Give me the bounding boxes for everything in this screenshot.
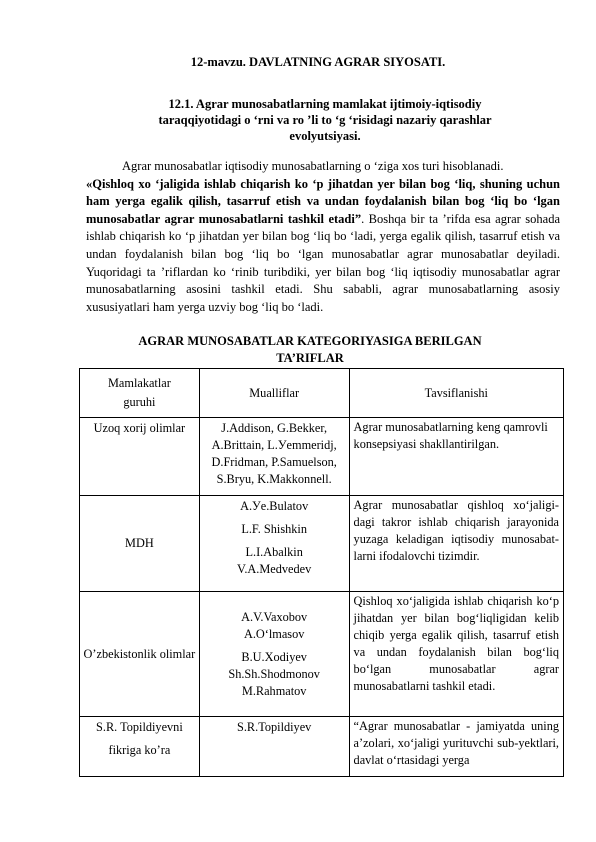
group-line1: S.R. Topildiyevni (96, 720, 183, 734)
paragraph-rest: . Boshqa bir ta ’rifda esa agrar sohada ishlab chiqarish ko ‘p jihatdan yer bilan bog ‘liq bo ‘ladi, yerga egalik qilish, tasarruf etish va undan foydalanish bilan bog ‘liq bo ‘lgan munosabatlar agrar munosabatlar deyiladi. Yuqoridagi ta ’riflardan ko ‘rinib turibdiki, yer bilan bog ‘liq iqtisodiy munosabatlar agrar munosabatlarning asosini tashkil etadi. Shu sababli, agrar munosabatlarning asosiy xususiyatlari ham yerga uzviy bog ‘liq bo ‘ladi. (86, 211, 560, 314)
cell-description: Agrar munosabatlar qishloq xo‘jaligi-dagi takror ishlab chiqarish jarayonida yuzaga keladigan iqtisodiy munosabat-larni ifodalovchi tizimdir. (349, 496, 563, 592)
intro-paragraph (86, 158, 560, 316)
author-name: A.V.Vaxobov (241, 609, 308, 624)
author-name: L.I.Abalkin (245, 545, 303, 559)
header-group-line2: guruhi (123, 395, 156, 409)
cell-authors (199, 496, 349, 592)
author-name: Sh.Sh.Shodmonov (228, 666, 320, 681)
header-group-line1: Mamlakatlar (107, 376, 171, 390)
table-header-row (80, 369, 564, 418)
cell-description: Agrar munosabatlarning keng qamrovli konsepsiyasi shakllantirilgan. (349, 418, 563, 496)
definitions-table (79, 368, 564, 777)
author-name: A.O‘lmasov (243, 626, 305, 641)
table-row (80, 496, 564, 592)
author-name: L.F. Shishkin (241, 522, 307, 536)
author-name: A.Уe.Bulatov (240, 499, 309, 513)
paragraph-bold-quote: «Qishloq xo ‘jaligida ishlab chiqarish ko ‘p jihatdan yer bilan bog ‘liq, shuning uchun ham yerga egalik qilish, tasarruf etish va undan foydalanish bilan bog ‘liq bo ‘lgan munosabatlar agrar munosabatlarni tashkil etadi” (86, 176, 560, 226)
cell-authors (199, 592, 349, 717)
table-row (80, 717, 564, 777)
paragraph-lead: Agrar munosabatlar iqtisodiy munosabatlarning o ‘ziga xos turi hisoblanadi. (122, 159, 504, 173)
header-description: Tavsiflanishi (349, 369, 563, 418)
author-name: M.Rahmatov (241, 683, 307, 698)
table-row (80, 592, 564, 717)
cell-group: O’zbekistonlik olimlar (80, 592, 200, 717)
table-caption: AGRAR MUNOSABATLAR KATEGORIYASIGA BERILGAN TA’RIFLAR (138, 334, 482, 365)
author-name: B.U.Xodiyev (241, 649, 307, 664)
cell-description: Qishloq xo‘jaligida ishlab chiqarish ko‘p jihatdan yer bilan bog‘liqligidan kelib chiqib yerga egalik qilish, tasarruf etish va undan foydalanish bilan bog‘liq bo‘lgan munosabatlar agrar munosabatlarni tashkil etadi. (349, 592, 563, 717)
author-name: V.A.Medvedev (237, 562, 312, 576)
table-row (80, 418, 564, 496)
group-line2: fikriga ko’ra (108, 743, 171, 757)
cell-authors: S.R.Topildiyev (199, 717, 349, 777)
cell-description: “Agrar munosabatlar - jamiyatda uning a’zolari, xo‘jaligi yurituvchi sub-yektlari, davlat o‘rtasidagi yerga (349, 717, 563, 777)
section-title: 12.1. Agrar munosabatlarning mamlakat ijtimoiy-iqtisodiy taraqqiyotidagi o ‘rni va ro ’li to ‘g ‘risidagi nazariy qarashlar evolyutsiyasi. (158, 97, 492, 143)
cell-group (80, 717, 200, 777)
header-authors: Mualliflar (199, 369, 349, 418)
cell-group: Uzoq xorij olimlar (80, 418, 200, 496)
page-title: 12-mavzu. DAVLATNING AGRAR SIYOSATI. (190, 55, 446, 69)
cell-authors: J.Addison, G.Bekker, A.Brittain, L.Уemmeridj, D.Fridman, P.Samuelson, S.Bryu, K.Makkonnell. (199, 418, 349, 496)
cell-group: MDH (80, 496, 200, 592)
header-country-group (80, 369, 200, 418)
